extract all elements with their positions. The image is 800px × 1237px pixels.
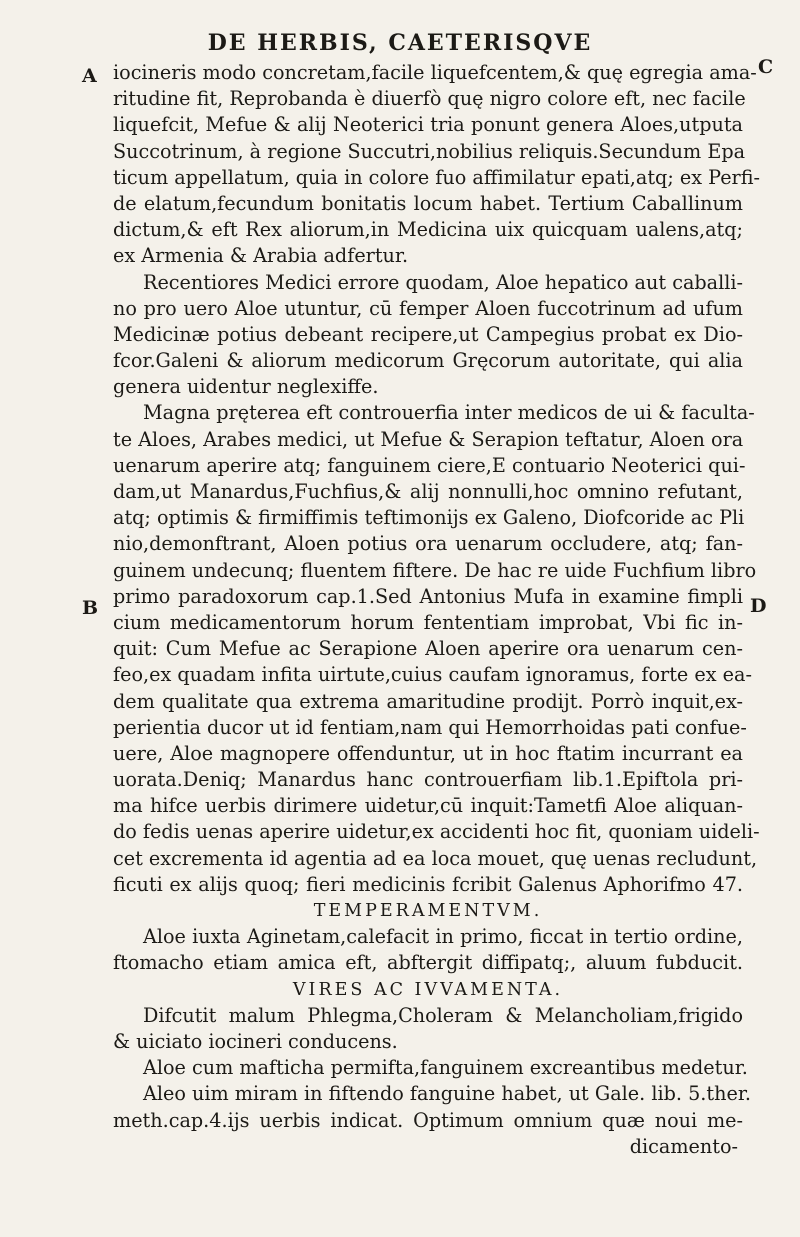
catchword: dicamento- (629, 1134, 738, 1158)
text-line: atq; optimis & firmiffimis teftimonijs ex Galeno, Diofcoride ac Pli (113, 506, 745, 530)
text-line: Difcutit malum Phlegma,Choleram & Melancholiam,frigido (143, 1003, 743, 1027)
text-line: ex Armenia & Arabia adfertur. (113, 244, 409, 268)
text-line: cet excrementa id agentia ad ea loca mouet, quę uenas recludunt, (113, 846, 758, 870)
text-line: fcor.Galeni & aliorum medicorum Gręcorum autoritate, qui alia (113, 349, 743, 373)
text-line: ficuti ex alijs quoq; fieri medicinis fcribit Galenus Aphorifmo 47. (113, 872, 743, 896)
margin-letter-c: C (758, 56, 774, 78)
section-heading-vires: VIRES AC IVVAMENTA. (292, 979, 564, 1000)
text-line: dictum,& eft Rex aliorum,in Medicina uix quicquam ualens,atq; (113, 218, 743, 242)
text-line: feo,ex quadam infita uirtute,cuius caufam ignoramus, forte ex ea- (113, 663, 752, 687)
text-line: Recentiores Medici errore quodam, Aloe hepatico aut caballi- (143, 270, 743, 294)
text-line: ticum appellatum, quia in colore fuo affimilatur epati,atq; ex Perfi- (113, 165, 761, 189)
text-line: Aleo uim miram in fiftendo fanguine habet, ut Gale. lib. 5.ther. (143, 1082, 751, 1106)
text-line: Magna pręterea eft controuerfia inter medicos de ui & faculta- (143, 401, 755, 425)
text-line: meth.cap.4.ijs uerbis indicat. Optimum omnium quæ noui me- (113, 1108, 743, 1132)
text-line: do fedis uenas aperire uidetur,ex accidenti hoc fit, quoniam uideli- (113, 820, 760, 844)
text-line: ftomacho etiam amica eft, abftergit diffipatq;, aluum fubducit. (113, 951, 743, 975)
text-line: uenarum aperire atq; fanguinem ciere,E contuario Neoterici qui- (113, 453, 746, 477)
text-line: no pro uero Aloe utuntur, cū femper Aloen fuccotrinum ad ufum (113, 296, 743, 320)
text-line: uorata.Deniq; Manardus hanc controuerfiam lib.1.Epiftola pri- (113, 768, 743, 792)
section-heading-temperament: TEMPERAMENTVM. (313, 901, 543, 921)
text-line: nio,demonftrant, Aloen potius ora uenarum occludere, atq; fan- (113, 532, 743, 556)
text-line: liquefcit, Mefue & alij Neoterici tria ponunt genera Aloes,utputa (113, 113, 743, 137)
margin-letter-a: A (82, 65, 97, 87)
text-line: dem qualitate qua extrema amaritudine prodijt. Porrò inquit,ex- (113, 689, 743, 713)
text-line: uere, Aloe magnopere offenduntur, ut in hoc ftatim incurrant ea (113, 741, 743, 765)
text-line: ritudine fit, Reprobanda è diuerfò quę nigro colore eft, nec facile (113, 87, 746, 111)
running-header: DE HERBIS, CAETERISQVE (207, 30, 593, 56)
text-line: te Aloes, Arabes medici, ut Mefue & Serapion teftatur, Aloen ora (113, 427, 744, 451)
margin-letter-d: D (750, 595, 767, 617)
text-line: iocineris modo concretam,facile liquefcentem,& quę egregia ama- (113, 61, 757, 84)
text-line: primo paradoxorum cap.1.Sed Antonius Mufa in examine fimpli (113, 584, 743, 608)
text-line: & uiciato iocineri conducens. (113, 1029, 398, 1053)
text-line: Medicinæ potius debeant recipere,ut Campegius probat ex Dio- (113, 322, 743, 346)
text-line: perientia ducor ut id fentiam,nam qui Hemorrhoidas pati confue- (113, 715, 747, 739)
text-line: Aloe cum mafticha permifta,fanguinem excreantibus medetur. (143, 1056, 748, 1080)
text-line: dam,ut Manardus,Fuchfius,& alij nonnulli,hoc omnino refutant, (113, 480, 743, 503)
margin-letter-b: B (82, 597, 99, 619)
text-line: de elatum,fecundum bonitatis locum habet. Tertium Caballinum (113, 191, 743, 215)
text-line: guinem undecunq; fluentem fiftere. De hac re uide Fuchfium libro (113, 558, 757, 582)
text-line: Aloe iuxta Aginetam,calefacit in primo, ficcat in tertio ordine, (143, 925, 743, 949)
text-line: genera uidentur neglexiffe. (113, 375, 379, 399)
text-line: Succotrinum, à regione Succutri,nobilius reliquis.Secundum Epa (113, 139, 746, 163)
body-text (113, 60, 761, 1160)
text-line: cium medicamentorum horum fententiam improbat, Vbi fic in- (113, 610, 743, 634)
text-line: ma hifce uerbis dirimere uidetur,cū inquit:Tametfi Aloe aliquan- (113, 794, 743, 818)
text-line: quit: Cum Mefue ac Serapione Aloen aperire ora uenarum cen- (113, 637, 743, 661)
